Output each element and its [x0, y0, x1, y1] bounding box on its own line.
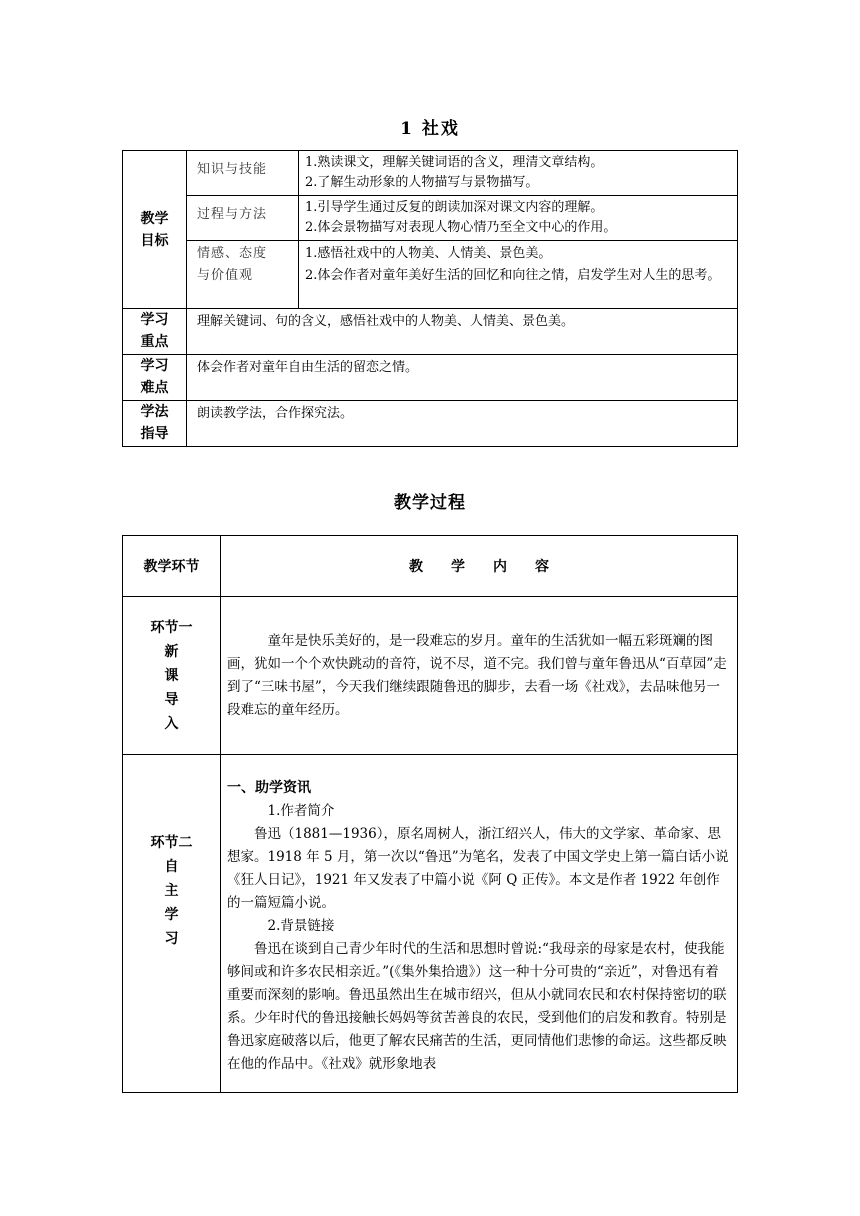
page-title: 1 社戏	[400, 119, 460, 139]
key-points: 理解关键词、句的含义，感悟社戏中的人物美、人情美、景色美。	[187, 309, 738, 355]
stage2-heading: 一、助学资讯	[227, 780, 311, 796]
method-label: 学法 指导	[123, 401, 187, 447]
sub-process: 过程与方法	[187, 196, 299, 241]
stage2-para1: 鲁迅（1881—1936），原名周树人，浙江绍兴人，伟大的文学家、革命家、思想家。1918 年 5 月，第一次以“鲁迅”为笔名，发表了中国文学史上第一篇白话小说《狂人日记》，1921 年又发表了中篇小说《阿 Q 正传》。本文是作者 1922 年创作的一篇短篇小说。	[227, 826, 729, 911]
difficulty: 体会作者对童年自由生活的留恋之情。	[187, 355, 738, 401]
stage1-content	[221, 597, 738, 755]
process-title: 教学过程	[394, 493, 466, 513]
sub-emotion: 情感、态度 与价值观	[187, 241, 299, 309]
stage2-label: 环节二 自 主 学 习	[123, 755, 221, 1093]
process-items: 1.引导学生通过反复的朗读加深对课文内容的理解。 2.体会景物描写对表现人物心情乃至全文中心的作用。	[299, 196, 738, 241]
stage1-label: 环节一 新 课 导 入	[123, 597, 221, 755]
stage2-sub2: 2.背景链接	[267, 918, 335, 934]
col-stage-header: 教学环节	[123, 536, 221, 597]
knowledge-items: 1.熟读课文，理解关键词语的含义，理清文章结构。 2.了解生动形象的人物描写与景物描写。	[299, 151, 738, 196]
objectives-table	[122, 150, 738, 447]
difficulty-label: 学习 难点	[123, 355, 187, 401]
method: 朗读教学法，合作探究法。	[187, 401, 738, 447]
stage2-content	[221, 755, 738, 1093]
stage2-para2: 鲁迅在谈到自己青少年时代的生活和思想时曾说:“我母亲的母家是农村，使我能够间或和许多农民相亲近。”(《集外集拾遗》）这一种十分可贵的“亲近”，对鲁迅有着重要而深刻的影响。鲁迅虽然出生在城市绍兴，但从小就同农民和农村保持密切的联系。少年时代的鲁迅接触长妈妈等贫苦善良的农民，受到他们的启发和教育。特别是鲁迅家庭破落以后，他更了解农民痛苦的生活，更同情他们悲惨的命运。这些都反映在他的作品中。《社戏》就形象地表	[227, 941, 727, 1072]
stage2-sub1: 1.作者简介	[267, 803, 335, 819]
key-points-label: 学习 重点	[123, 309, 187, 355]
sub-knowledge: 知识与技能	[187, 151, 299, 196]
emotion-items: 1.感悟社戏中的人物美、人情美、景色美。 2.体会作者对童年美好生活的回忆和向往之情，启发学生对人生的思考。	[299, 241, 738, 309]
process-table	[122, 535, 738, 1093]
goal-label: 教学 目标	[123, 151, 187, 309]
stage1-text: 童年是快乐美好的，是一段难忘的岁月。童年的生活犹如一幅五彩斑斓的图画，犹如一个个欢快跳动的音符，说不尽，道不完。我们曾与童年鲁迅从“百草园”走到了“三味书屋”，今天我们继续跟随鲁迅的脚步，去看一场《社戏》，去品味他另一段难忘的童年经历。	[227, 632, 727, 718]
col-content-header: 教 学 内 容	[221, 536, 738, 597]
